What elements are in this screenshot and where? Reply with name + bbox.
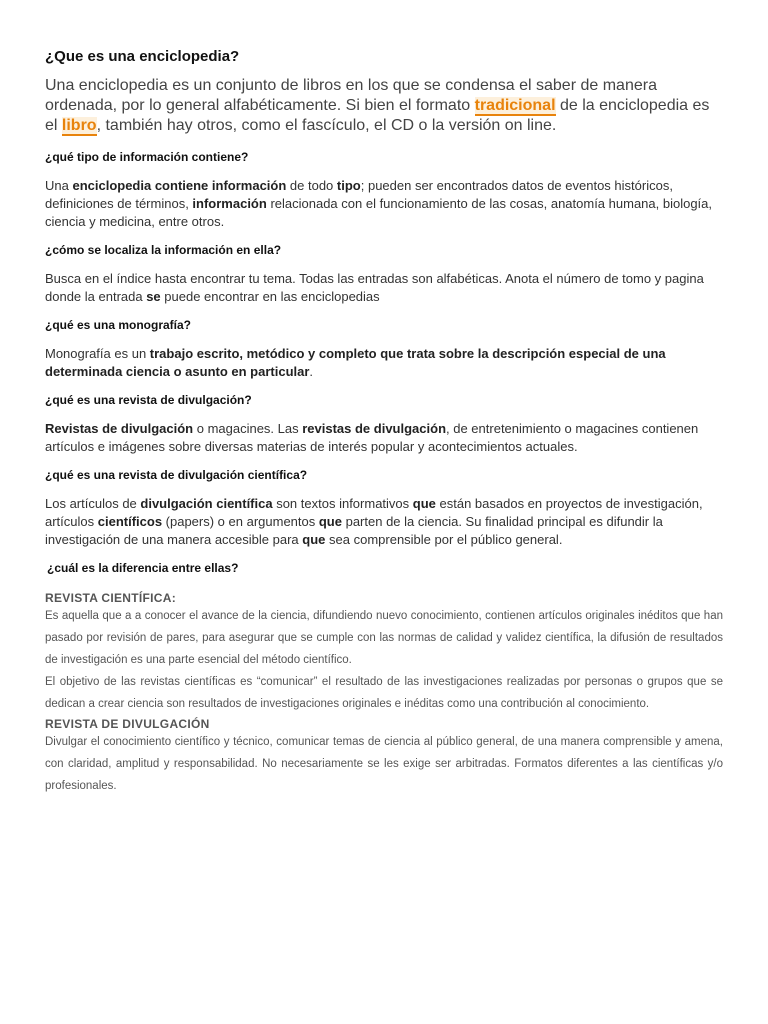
bold-run: tipo (336, 178, 361, 193)
bold-run: enciclopedia contiene información (72, 178, 287, 193)
text-run: relacionada con el funcionamiento de las cosas, anatomía humana, biología, ciencia y medicina, entre otros. (45, 196, 713, 229)
intro-paragraph (45, 76, 723, 136)
bold-run: científicos (97, 514, 163, 529)
section-heading-revista-cientifica: REVISTA CIENTÍFICA: (45, 591, 177, 605)
question-heading: ¿qué es una monografía? (45, 318, 192, 332)
text-run: Busca en el índice hasta encontrar tu tema. Todas las entradas son alfabéticas. Anota el número de tomo y pagina donde la entrada (45, 271, 704, 304)
paragraph: Divulgar el conocimiento científico y técnico, comunicar temas de ciencia al público general, de una manera comprensible y amena, con claridad, amplitud y responsabilidad. No necesariamente se les exige ser arbitradas. Formatos diferentes a las científicas y/o profesionales. (45, 736, 723, 792)
text-run: de todo (286, 178, 337, 193)
text-run: . (309, 364, 314, 379)
paragraph (45, 270, 723, 306)
question-heading: ¿cómo se localiza la información en ella? (45, 243, 282, 257)
text-run: Los artículos de (45, 496, 141, 511)
bold-run: revistas de divulgación (302, 421, 447, 436)
paragraph (45, 345, 723, 381)
text-run: , de entretenimiento o magacines contienen artículos e imágenes sobre diversas materias de interés popular y acontecimientos actuales. (45, 421, 699, 454)
text-run: Monografía es un (45, 346, 150, 361)
question-heading: ¿qué tipo de información contiene? (45, 150, 249, 164)
text-run: puede encontrar en las enciclopedias (160, 289, 380, 304)
paragraph: El objetivo de las revistas científicas es “comunicar” el resultado de las investigaciones realizadas por personas o grupos que se dedican a crear ciencia son resultados de investigaciones originales e inéditas como una contribución al conocimiento. (45, 676, 723, 710)
link-libro[interactable]: libro (61, 117, 97, 134)
text-run: están basados en proyectos de investigación, artículos (45, 496, 703, 529)
text-run: son textos informativos (272, 496, 413, 511)
bold-run: que (302, 532, 326, 547)
text-run: Una enciclopedia es un conjunto de libros en los que se condensa el saber de manera ordenada, por lo general alfabéticamente. Si bien el formato (45, 77, 657, 114)
bold-run: información (192, 196, 267, 211)
bold-run: se (146, 289, 161, 304)
paragraph: Es aquella que a a conocer el avance de la ciencia, difundiendo nuevo conocimiento, contienen artículos originales inéditos que han pasado por revisión de pares, para asegurar que se cumple con las normas de calidad y validez científica, la difusión de resultados de investigación es una parte esencial del método científico. (45, 610, 723, 666)
text-run: Una (45, 178, 73, 193)
section-heading-revista-divulgacion: REVISTA DE DIVULGACIÓN (45, 717, 210, 731)
text-run: parten de la ciencia. Su finalidad principal es difundir la investigación de una manera accesible para (45, 514, 663, 547)
question-heading: ¿qué es una revista de divulgación científica? (45, 468, 308, 482)
bold-run: que (318, 514, 342, 529)
bold-run: trabajo escrito, metódico y completo que trata sobre la descripción especial de una determinada ciencia o asunto en particular (45, 346, 666, 379)
text-run: ; pueden ser encontrados datos de eventos históricos, definiciones de términos, (45, 178, 673, 211)
text-run: sea comprensible por el público general. (325, 532, 563, 547)
question-heading: ¿Que es una enciclopedia? (45, 48, 240, 65)
paragraph (45, 177, 723, 231)
question-heading: ¿cuál es la diferencia entre ellas? (47, 561, 239, 575)
question-heading: ¿qué es una revista de divulgación? (45, 393, 252, 407)
text-run: o magacines. Las (193, 421, 303, 436)
bold-run: que (412, 496, 436, 511)
paragraph (45, 420, 723, 456)
text-run: de la enciclopedia es el (45, 97, 710, 134)
paragraph (45, 495, 723, 549)
bold-run: Revistas de divulgación (45, 421, 194, 436)
text-run: (papers) o en argumentos (162, 514, 319, 529)
link-tradicional[interactable]: tradicional (474, 97, 556, 114)
bold-run: divulgación científica (140, 496, 273, 511)
text-run: , también hay otros, como el fascículo, el CD o la versión on line. (96, 117, 557, 134)
